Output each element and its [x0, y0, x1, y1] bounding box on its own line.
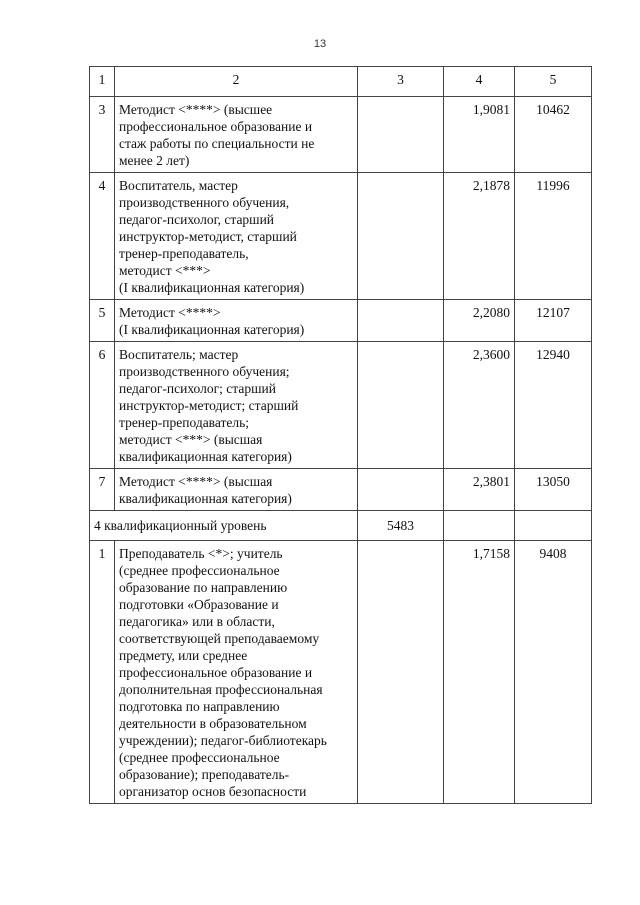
position-description: Методист <****> (I квалификационная категория)	[115, 300, 358, 342]
table-row	[90, 300, 592, 342]
qualification-level-salary: 5483	[358, 511, 444, 541]
table-row	[90, 342, 592, 469]
position-description: Воспитатель; мастер производственного обучения; педагог-психолог; старший инструктор-методист; старший тренер-преподаватель; методист <***> (высшая квалификационная категория)	[115, 342, 358, 469]
header-cell-2: 2	[115, 67, 358, 97]
qualification-level-row	[90, 511, 592, 541]
table-row	[90, 541, 592, 804]
coefficient-cell: 2,3801	[444, 469, 515, 511]
page-number: 13	[313, 38, 327, 50]
row-number: 7	[90, 469, 115, 511]
salary-cell: 12107	[515, 300, 592, 342]
qualification-level-label: 4 квалификационный уровень	[90, 511, 358, 541]
position-description: Преподаватель <*>; учитель (среднее профессиональное образование по направлению подготовки «Образование и педагогика» или в области, соответствующей преподаваемому предмету, или среднее профессиональное образование и дополнительная профессиональная подготовка по направлению деятельности в образовательном учреждении); педагог-библиотекарь (среднее профессиональное образование); преподаватель- организатор основ безопасности	[115, 541, 358, 804]
header-cell-1: 1	[90, 67, 115, 97]
salary-cell: 9408	[515, 541, 592, 804]
coefficient-cell: 1,9081	[444, 97, 515, 173]
header-cell-5: 5	[515, 67, 592, 97]
header-cell-3: 3	[358, 67, 444, 97]
empty-cell	[515, 511, 592, 541]
salary-cell: 11996	[515, 173, 592, 300]
row-number: 6	[90, 342, 115, 469]
coefficient-cell: 2,1878	[444, 173, 515, 300]
table-row	[90, 97, 592, 173]
position-description: Методист <****> (высшее профессиональное образование и стаж работы по специальности не менее 2 лет)	[115, 97, 358, 173]
row-number: 3	[90, 97, 115, 173]
position-description: Методист <****> (высшая квалификационная категория)	[115, 469, 358, 511]
salary-cell: 10462	[515, 97, 592, 173]
row-number: 1	[90, 541, 115, 804]
col3-cell	[358, 469, 444, 511]
row-number: 4	[90, 173, 115, 300]
salary-table	[89, 66, 592, 804]
coefficient-cell: 2,2080	[444, 300, 515, 342]
col3-cell	[358, 541, 444, 804]
position-description: Воспитатель, мастер производственного обучения, педагог-психолог, старший инструктор-методист, старший тренер-преподаватель, методист <***> (I квалификационная категория)	[115, 173, 358, 300]
col3-cell	[358, 342, 444, 469]
salary-cell: 12940	[515, 342, 592, 469]
col3-cell	[358, 173, 444, 300]
row-number: 5	[90, 300, 115, 342]
empty-cell	[444, 511, 515, 541]
table-row	[90, 173, 592, 300]
coefficient-cell: 2,3600	[444, 342, 515, 469]
coefficient-cell: 1,7158	[444, 541, 515, 804]
table-row	[90, 469, 592, 511]
header-cell-4: 4	[444, 67, 515, 97]
salary-cell: 13050	[515, 469, 592, 511]
col3-cell	[358, 300, 444, 342]
col3-cell	[358, 97, 444, 173]
table-header-row	[90, 67, 592, 97]
